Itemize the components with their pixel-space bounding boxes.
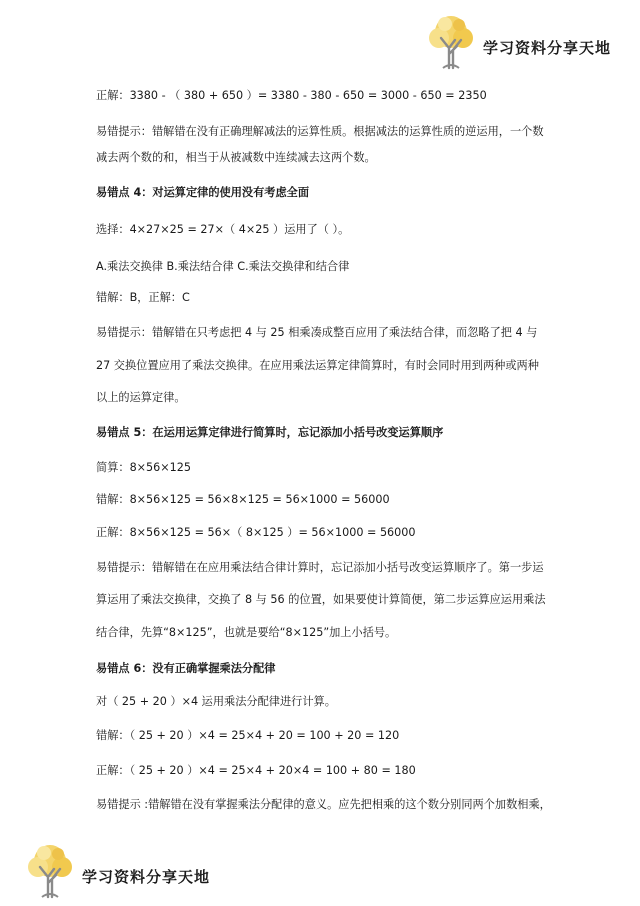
error-tip-4-line-1: 易错提示：错解错在只考虑把 4 与 25 相乘凑成整百应用了乘法结合律，而忽略了把 4 与 bbox=[96, 326, 538, 339]
question-6: 对（ 25 + 20 ）×4 运用乘法分配律进行计算。 bbox=[96, 695, 336, 708]
options-4: A.乘法交换律 B.乘法结合律 C.乘法交换律和结合律 bbox=[96, 260, 350, 273]
error-tip-5-line-3: 结合律，先算“8×125”，也就是要给“8×125”加上小括号。 bbox=[96, 626, 397, 639]
question-5: 简算：8×56×125 bbox=[96, 461, 192, 474]
section-heading-6: 易错点 6：没有正确掌握乘法分配律 bbox=[96, 662, 276, 675]
error-tip-6-line-1: 易错提示 :错解错在没有掌握乘法分配律的意义。应先把相乘的这个数分别同两个加数相乘， bbox=[96, 798, 551, 811]
error-tip-4-line-3: 以上的运算定律。 bbox=[96, 391, 186, 404]
wrong-answer-6: 错解：（ 25 + 20 ）×4 = 25×4 + 20 = 100 + 20 = 120 bbox=[96, 729, 400, 742]
tree-logo-icon bbox=[24, 843, 76, 899]
answer-4: 错解：B，正解：C bbox=[96, 291, 190, 304]
error-tip-5-line-1: 易错提示：错解错在在应用乘法结合律计算时，忘记添加小括号改变运算顺序了。第一步运 bbox=[96, 561, 544, 574]
error-tip-1-line-1: 易错提示：错解错在没有正确理解减法的运算性质。根据减法的运算性质的逆运用，一个数 bbox=[96, 125, 544, 138]
tree-logo-icon bbox=[425, 14, 477, 70]
section-heading-4: 易错点 4：对运算定律的使用没有考虑全面 bbox=[96, 186, 310, 199]
correct-answer-1: 正解：3380 - （ 380 + 650 ）= 3380 - 380 - 650 = 3000 - 650 = 2350 bbox=[96, 89, 487, 102]
brand-name: 学习资料分享天地 bbox=[82, 867, 211, 886]
brand-footer bbox=[24, 843, 210, 899]
error-tip-4-line-2: 27 交换位置应用了乘法交换律。在应用乘法运算定律简算时，有时会同时用到两种或两种 bbox=[96, 359, 539, 372]
error-tip-5-line-2: 算运用了乘法交换律，交换了 8 与 56 的位置，如果要使计算简便，第二步运算应运用乘法 bbox=[96, 593, 546, 606]
correct-answer-6: 正解：（ 25 + 20 ）×4 = 25×4 + 20×4 = 100 + 80 = 180 bbox=[96, 764, 416, 777]
question-4: 选择：4×27×25 = 27×（ 4×25 ）运用了（ ）。 bbox=[96, 223, 350, 236]
correct-answer-5: 正解：8×56×125 = 56×（ 8×125 ）= 56×1000 = 56000 bbox=[96, 526, 416, 539]
section-heading-5: 易错点 5：在运用运算定律进行简算时，忘记添加小括号改变运算顺序 bbox=[96, 426, 444, 439]
error-tip-1-line-2: 减去两个数的和，相当于从被减数中连续减去这两个数。 bbox=[96, 151, 376, 164]
brand-header bbox=[425, 14, 611, 70]
wrong-answer-5: 错解：8×56×125 = 56×8×125 = 56×1000 = 56000 bbox=[96, 493, 390, 506]
brand-name: 学习资料分享天地 bbox=[483, 38, 612, 57]
